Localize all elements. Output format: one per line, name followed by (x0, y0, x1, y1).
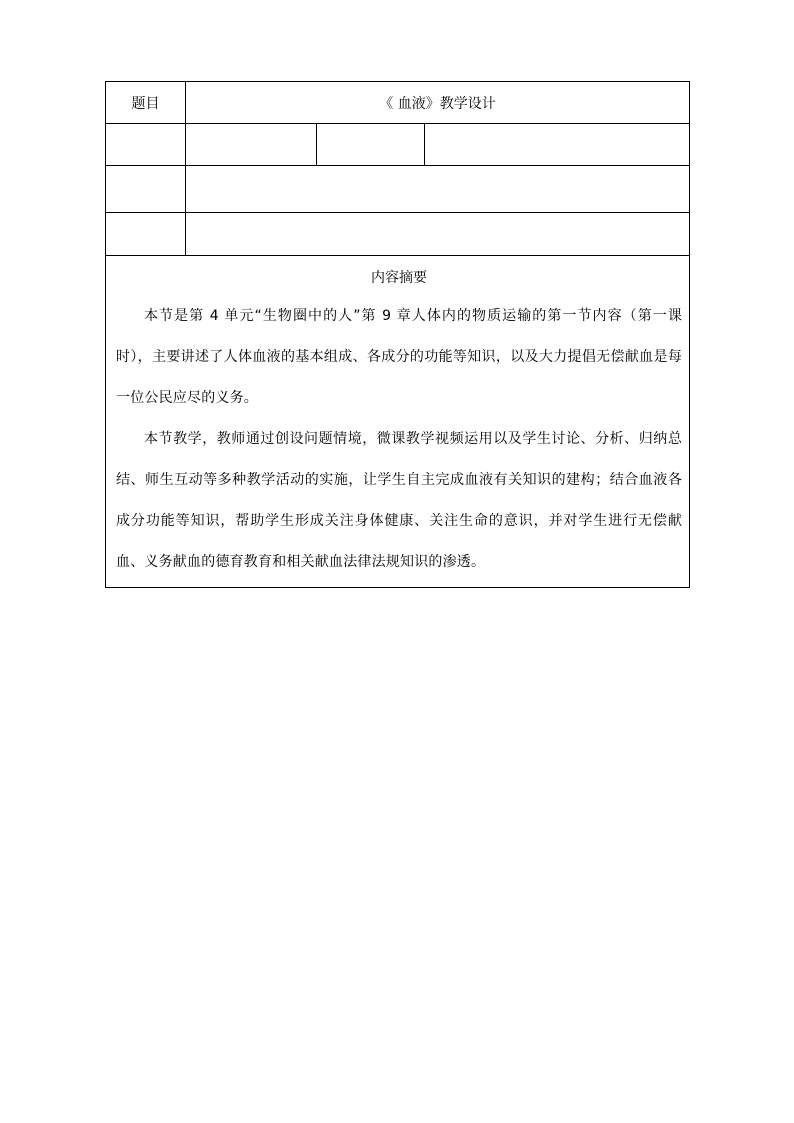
info-row-2-cell-2 (186, 124, 317, 166)
lesson-title: 《 血液》教学设计 (186, 82, 690, 124)
info-row-2-cell-1 (106, 124, 186, 166)
info-row-2 (106, 124, 690, 166)
summary-paragraph-2: 本节教学，教师通过创设问题情境，微课教学视频运用以及学生讨论、分析、归纳总结、师生互动等多种教学活动的实施，让学生自主完成血液有关知识的建构；结合血液各成分功能等知识，帮助学生形成关注身体健康、关注生命的意识，并对学生进行无偿献血、义务献血的德育教育和相关献血法律法规知识的渗透。 (116, 431, 683, 570)
info-row-4-cell-2 (186, 213, 690, 256)
summary-row (106, 256, 690, 588)
info-row-3 (106, 166, 690, 213)
info-row-2-cell-4 (425, 124, 690, 166)
summary-cell (106, 256, 690, 588)
summary-heading: 内容摘要 (371, 270, 428, 286)
info-row-3-cell-1 (106, 166, 186, 213)
title-label: 题目 (106, 82, 186, 124)
summary-paragraph-1: 本节是第 4 单元“生物圈中的人”第 9 章人体内的物质运输的第一节内容（第一课时），主要讲述了人体血液的基本组成、各成分的功能等知识，以及大力提倡无偿献血是每一位公民应尽的义务。 (116, 308, 683, 406)
info-row-2-cell-3 (317, 124, 425, 166)
title-row (106, 82, 690, 124)
info-row-3-cell-2 (186, 166, 690, 213)
lesson-info-table (105, 81, 690, 588)
info-row-4 (106, 213, 690, 256)
info-row-4-cell-1 (106, 213, 186, 256)
